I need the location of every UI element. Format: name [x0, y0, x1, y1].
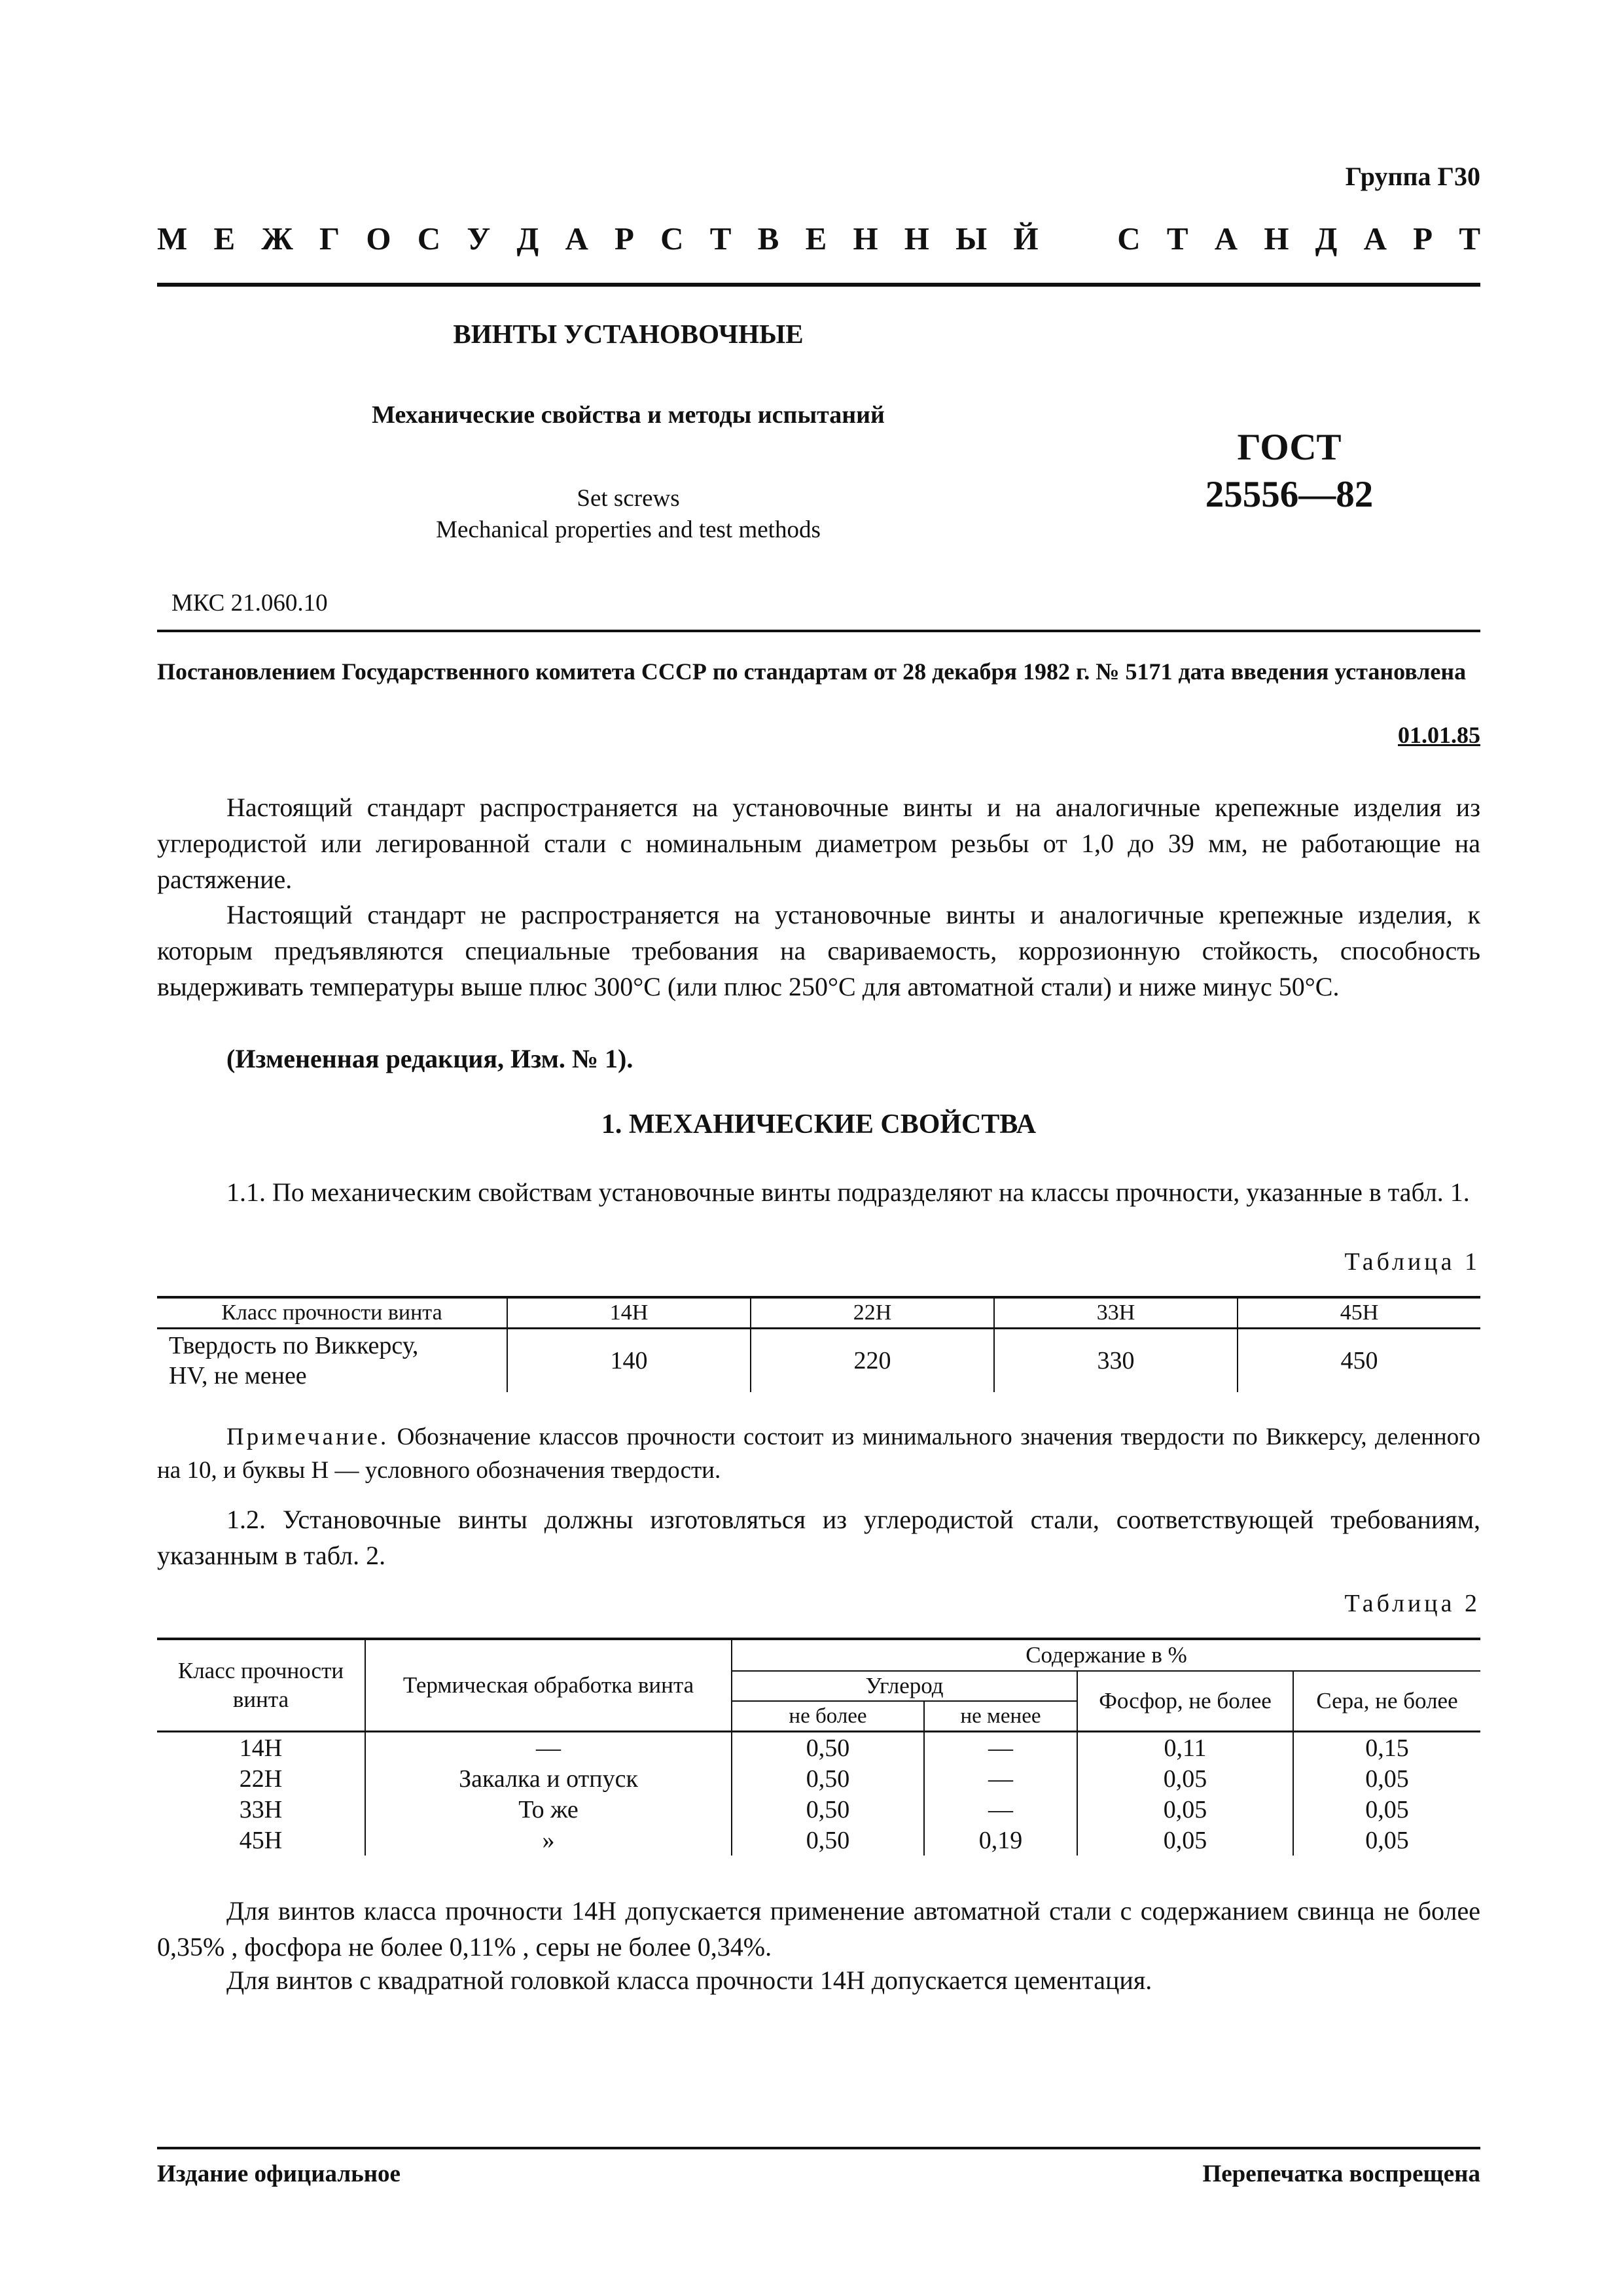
table-2-cell: 0,05 — [1293, 1825, 1480, 1856]
class-header-line-1: Класс прочности — [177, 1658, 344, 1683]
class-header-line-2: винта — [232, 1687, 289, 1712]
standard-type-heading — [157, 220, 1480, 257]
footer-reprint-prohibited: Перепечатка воспрещена — [1202, 2161, 1480, 2187]
table-2-cell: 0,50 — [732, 1763, 924, 1794]
table-1-header-cell: 22Н — [751, 1297, 994, 1329]
table-2-row — [157, 1732, 1480, 1764]
gost-number — [1152, 424, 1427, 518]
amendment-note: (Измененная редакция, Изм. № 1). — [226, 1044, 633, 1073]
table-1 — [157, 1296, 1480, 1392]
table-2-cell: — — [924, 1794, 1077, 1825]
table-1-header-cell: 33Н — [994, 1297, 1238, 1329]
sulfur-header: Сера, не более — [1293, 1671, 1480, 1732]
table-2-cell: 0,50 — [732, 1825, 924, 1856]
row-label-line-2: HV, не менее — [169, 1362, 307, 1390]
table-1-header-row — [157, 1297, 1480, 1329]
table-2-cell: Закалка и отпуск — [365, 1763, 732, 1794]
footer-official-edition: Издание официальное — [157, 2161, 401, 2187]
table-2-cell: 0,05 — [1077, 1825, 1293, 1856]
heat-treatment-header: Термическая обработка винта — [365, 1639, 732, 1732]
table-2-header-row-1 — [157, 1639, 1480, 1671]
table-2-cell: 0,05 — [1293, 1794, 1480, 1825]
table-1-cell: 220 — [751, 1329, 994, 1393]
table-2-row — [157, 1825, 1480, 1856]
table-2-cell: 0,50 — [732, 1732, 924, 1764]
table-1-row — [157, 1329, 1480, 1393]
table-2-cell: 0,15 — [1293, 1732, 1480, 1764]
table-2-caption: Таблица 2 — [1344, 1590, 1480, 1617]
table-2-row — [157, 1794, 1480, 1825]
paragraph-1-1: 1.1. По механическим свойствам установочные винты подразделяют на классы прочности, указанные в табл. 1. — [226, 1177, 1470, 1207]
table-2-cell: — — [924, 1732, 1077, 1764]
carbon-max-header: не более — [732, 1701, 924, 1732]
table-1-cell: 330 — [994, 1329, 1238, 1393]
document-subtitle: Механические свойства и методы испытаний — [372, 401, 885, 429]
table-2-cell: — — [924, 1763, 1077, 1794]
table-2-cell: — — [365, 1732, 732, 1764]
carbon-min-header: не менее — [924, 1701, 1077, 1732]
section-1-title: 1. МЕХАНИЧЕСКИЕ СВОЙСТВА — [601, 1109, 1037, 1139]
gost-code: 25556—82 — [1205, 474, 1374, 515]
row-label-line-1: Твердость по Виккерсу, — [169, 1332, 419, 1359]
content-header: Содержание в % — [732, 1639, 1480, 1671]
paragraph-1-2: 1.2. Установочные винты должны изготовляться из углеродистой стали, соответствующей требованиям, указанным в табл. 2. — [157, 1505, 1480, 1570]
standard-type-text: М Е Ж Г О С У Д А Р С Т В Е Н Н Ы Й С Т А Н Д А Р Т — [157, 221, 1480, 257]
phosphorus-header: Фосфор, не более — [1077, 1671, 1293, 1732]
document-title: ВИНТЫ УСТАНОВОЧНЫЕ — [453, 319, 804, 349]
table-1-header-cell: Класс прочности винта — [157, 1297, 507, 1329]
class-header — [157, 1639, 365, 1732]
table-1-cell: 140 — [507, 1329, 751, 1393]
decree-text: Постановлением Государственного комитета СССР по стандартам от 28 декабря 1982 г. № 5171 дата введения установлена — [157, 658, 1467, 685]
table-1-row-label — [157, 1329, 507, 1393]
table-2-cell: 0,05 — [1077, 1794, 1293, 1825]
table-2-cell: 14Н — [239, 1734, 283, 1762]
mks-code: МКС 21.060.10 — [171, 590, 328, 617]
table-2-cell: 0,11 — [1077, 1732, 1293, 1764]
carbon-header: Углерод — [732, 1671, 1077, 1701]
table-2-cell: 33Н — [239, 1795, 283, 1823]
intro-paragraph-2: Настоящий стандарт не распространяется на установочные винты и аналогичные крепежные изделия, к которым предъявляются специальные требования на свариваемость, коррозионную стойкость, способность выдерживать температуры выше плюс 300°С (или плюс 250°С для автоматной стали) и ниже минус 50°С. — [157, 900, 1480, 1001]
table-2-cell: » — [365, 1825, 732, 1856]
table-2-row — [157, 1763, 1480, 1794]
english-subtitle: Mechanical properties and test methods — [436, 516, 821, 543]
intro-paragraph-1: Настоящий стандарт распространяется на установочные винты и на аналогичные крепежные изделия из углеродистой или легированной стали с номинальным диаметром резьбы от 1,0 до 39 мм, не работающие на растяжение. — [157, 793, 1480, 894]
gost-label: ГОСТ — [1237, 427, 1342, 468]
note-text: Обозначение классов прочности состоит из минимального значения твердости по Виккерсу, деленного на 10, и буквы Н — условного обозначения твердости. — [157, 1424, 1480, 1484]
table-2-cell: 45Н — [239, 1826, 283, 1854]
middle-rule — [157, 630, 1480, 632]
top-rule — [157, 283, 1480, 287]
table-1-cell: 450 — [1238, 1329, 1480, 1393]
table-2-cell: 0,50 — [732, 1794, 924, 1825]
table-1-note — [157, 1420, 1480, 1487]
paragraph-free-cutting-steel: Для винтов класса прочности 14Н допускается применение автоматной стали с содержанием свинца не более 0,35% , фосфора не более 0,11% , серы не более 0,34%. — [157, 1896, 1480, 1962]
table-2-cell: 0,05 — [1077, 1763, 1293, 1794]
table-1-header-cell: 14Н — [507, 1297, 751, 1329]
group-label: Группа Г30 — [1345, 162, 1480, 191]
table-2-cell: То же — [365, 1794, 732, 1825]
table-1-caption: Таблица 1 — [1344, 1248, 1480, 1276]
paragraph-carburizing: Для винтов с квадратной головкой класса прочности 14Н допускается цементация. — [226, 1965, 1152, 1995]
footer-rule — [157, 2147, 1480, 2149]
effective-date: 01.01.85 — [1398, 722, 1480, 748]
english-title: Set screws — [577, 485, 680, 512]
table-2-cell: 0,19 — [924, 1825, 1077, 1856]
table-2 — [157, 1638, 1480, 1856]
note-label: Примечание. — [226, 1424, 389, 1450]
table-2-cell: 0,05 — [1293, 1763, 1480, 1794]
table-2-cell: 22Н — [239, 1765, 283, 1793]
table-1-header-cell: 45Н — [1238, 1297, 1480, 1329]
